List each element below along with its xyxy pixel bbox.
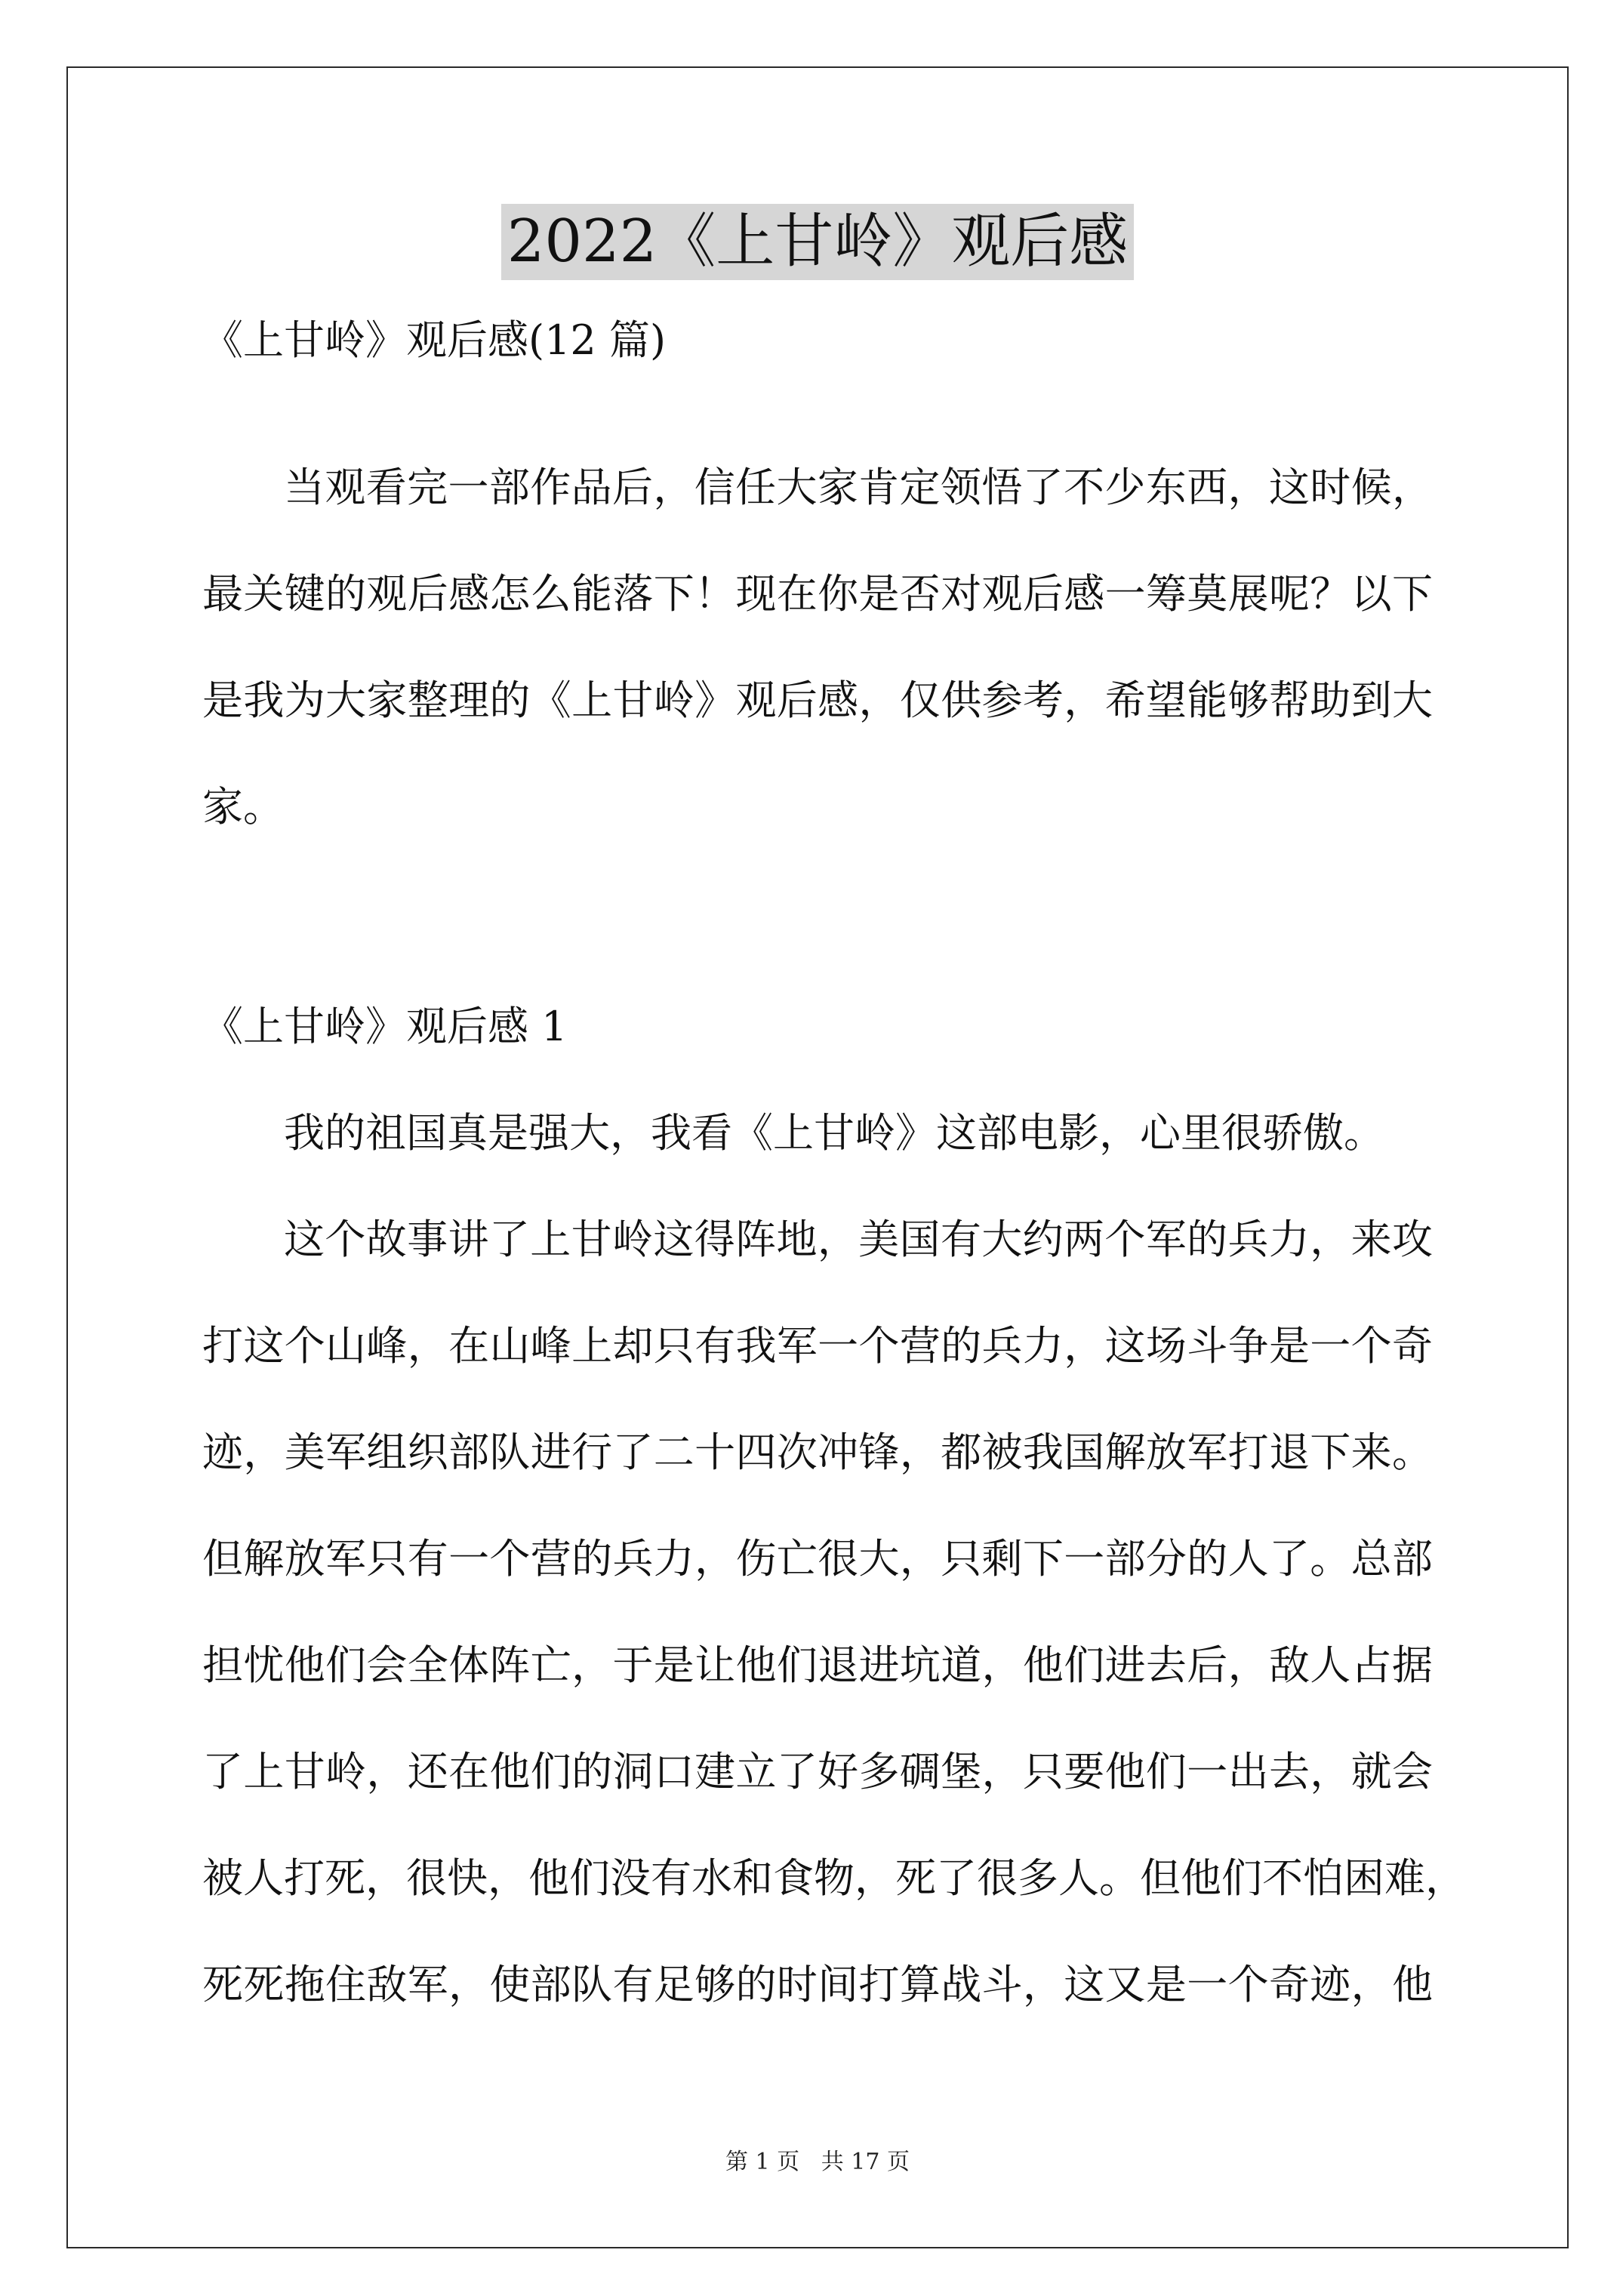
paragraph-line: 死死拖住敌军，使部队有足够的时间打算战斗，这又是一个奇迹，他	[202, 1961, 1433, 2008]
paragraph-line: 但解放军只有一个营的兵力，伤亡很大，只剩下一部分的人了。总部	[202, 1535, 1433, 1583]
essay-paragraph	[202, 1080, 1433, 1186]
paragraph-line: 迹，美军组织部队进行了二十四次冲锋，都被我国解放军打退下来。	[202, 1428, 1433, 1476]
essay-heading: 《上甘岭》观后感 1	[202, 1003, 568, 1050]
intro-line: 家。	[202, 783, 284, 831]
paragraph-line: 这个故事讲了上甘岭这得阵地，美国有大约两个军的兵力，来攻	[284, 1216, 1433, 1263]
intro-line: 当观看完一部作品后，信任大家肯定领悟了不少东西，这时候，	[284, 464, 1433, 511]
title-container	[66, 204, 1569, 280]
document-title: 2022《上甘岭》观后感	[501, 204, 1135, 280]
intro-paragraph	[202, 434, 1433, 860]
intro-line: 是我为大家整理的《上甘岭》观后感，仅供参考，希望能够帮助到大	[202, 676, 1433, 724]
document-body	[202, 287, 1466, 2038]
paragraph-line: 我的祖国真是强大，我看《上甘岭》这部电影，心里很骄傲。	[284, 1109, 1384, 1157]
paragraph-line: 担忧他们会全体阵亡，于是让他们退进坑道，他们进去后，敌人占据	[202, 1641, 1433, 1689]
intro-line: 最关键的观后感怎么能落下！现在你是否对观后感一筹莫展呢？以下	[202, 570, 1433, 618]
page-number-footer: 第 1 页 共 17 页	[725, 2149, 910, 2175]
paragraph-line: 打这个山峰，在山峰上却只有我军一个营的兵力，这场斗争是一个奇	[202, 1322, 1433, 1370]
collection-subtitle: 《上甘岭》观后感(12 篇)	[202, 316, 667, 364]
essay-paragraph	[202, 1186, 1466, 2038]
paragraph-line: 被人打死，很快，他们没有水和食物，死了很多人。但他们不怕困难，	[202, 1854, 1466, 1902]
paragraph-line: 了上甘岭，还在他们的洞口建立了好多碉堡，只要他们一出去，就会	[202, 1748, 1433, 1795]
